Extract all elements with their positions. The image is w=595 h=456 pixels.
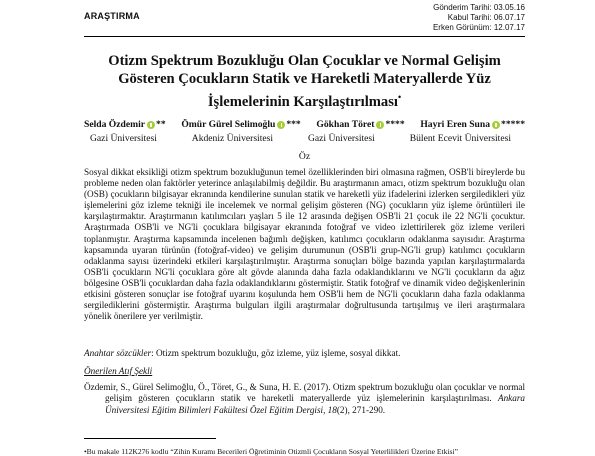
footnote: •Bu makale 112K276 kodlu “Zihin Kuramı Becerileri Öğretiminin Otizmli Çocukların Sosyal Yeterlilikleri Üzerine Etkisi” xyxy=(84,447,458,456)
header-divider xyxy=(84,36,525,37)
affiliation-list xyxy=(84,133,525,144)
citation-text: Özdemir, S., Gürel Selimoğlu, Ö., Töret, G., & Suna, H. E. (2017). Otizm spektrum bozukluğu olan çocuklar ve normal gelişim gösteren çocukların statik ve hareketli materyallerde yüz işlemelerinin karşılaştırılması. Ankara Üniversitesi Eğitim Bilimleri Fakültesi Özel Eğitim Dergisi, 18(2), 271-290. xyxy=(84,382,525,415)
paper-title xyxy=(84,52,525,111)
title-footnote-mark: • xyxy=(397,92,402,102)
orcid-icon[interactable] xyxy=(147,121,155,129)
citation-journal: Ankara Üniversitesi Eğitim Bilimleri Fakültesi Özel Eğitim Dergisi, 18 xyxy=(105,393,525,415)
title-line: İşlemelerinin Karşılaştırılması xyxy=(207,93,398,110)
author: Hayri Eren Suna ***** xyxy=(420,119,525,130)
keywords-label: Anahtar sözcükler xyxy=(84,348,152,358)
section-label: ARAŞTIRMA xyxy=(84,11,140,21)
citation-heading: Önerilen Atıf Şekli xyxy=(84,366,153,376)
author-list xyxy=(84,119,525,130)
footnote-divider xyxy=(84,438,216,439)
author: Selda Özdemir ** xyxy=(84,119,166,130)
abstract-text: Sosyal dikkat eksikliği otizm spektrum bozukluğunun temel özelliklerinden biri olmasına rağmen, OSB'li bireylerde bu probleme neden olan faktörler yeterince anlaşılabilmiş değildir. Bu araştırmanın amacı, otizm spektrum bozukluğu olan (OSB) çocukların bilgisayar ekranında kendilerine sunulan statik ve hareketli yüz ifadelerini izlerken sergiledikleri yüz işlemelerini göz izleme tekniği ile incelemek ve normal gelişim gösteren (NG) çocukların yüz işleme örüntüleri ile karşılaştırmaktır. Araştırmanın katılımcıları yaşları 5 ile 12 arasında değişen OSB'li 21 çocuk ile 22 NG'li çocuktur. Araştırmada OSB'li ve NG'li çocuklara bilgisayar ekranında fotoğraf ve video izlettirilerek göz izleme verileri toplanmıştır. Araştırma kapsamında incelenen bağımlı değişken, katılımcı çocukların odaklanma sayısıdır. Araştırma kapsamında uyaran türünün (fotoğraf-video) ve gelişim durumunun (OSB'li grup-NG'li grup) katılımcı çocukların odaklanma sayısı üzerindeki etkileri karşılaştırılmıştır. Araştırma sonuçları bölge bazında yapılan karşılaştırmalarda OSB'li çocukların NG'li çocuklara göre alt gövde alanında daha fazla odaklandıklarını ve NG'li çocukların da ağız bölgesine OSB'li çocuklardan daha fazla odaklandıklarını göstermiştir. Statik fotoğraf ve dinamik video değişkenlerinin etkisini gösteren sonuçlar ise fotoğraf uyarını koşulunda hem OSB'li hem de NG'li çocukların daha fazla odaklanma sergilediklerini göstermiştir. Araştırma bulguları ilgili araştırmalar doğrultusunda tartışılmış ve ileri araştırmalara yönelik önerilere yer verilmiştir. xyxy=(84,167,525,322)
title-line: Gösteren Çocukların Statik ve Hareketli Materyallerde Yüz xyxy=(118,71,491,87)
title-line: Otizm Spektrum Bozukluğu Olan Çocuklar ve Normal Gelişim xyxy=(108,53,501,69)
submission-dates xyxy=(433,3,525,33)
orcid-icon[interactable] xyxy=(376,121,384,129)
author: Ömür Gürel Selimoğlu *** xyxy=(181,119,301,130)
affiliation: Gazi Üniversitesi xyxy=(90,133,157,144)
keywords: Anahtar sözcükler: Otizm spektrum bozukluğu, göz izleme, yüz işleme, sosyal dikkat. xyxy=(84,348,401,358)
orcid-icon[interactable] xyxy=(492,121,500,129)
affiliation: Bülent Ecevit Üniversitesi xyxy=(409,133,511,144)
affiliation: Akdeniz Üniversitesi xyxy=(191,133,274,144)
abstract-heading: Öz xyxy=(298,151,311,162)
keywords-text: Otizm spektrum bozukluğu, göz izleme, yüz işleme, sosyal dikkat. xyxy=(155,348,401,358)
submission-date: Gönderim Tarihi: 03.05.16 xyxy=(433,3,525,12)
acceptance-date: Kabul Tarihi: 06.07.17 xyxy=(447,13,525,22)
citation-issue: (2), 271-290. xyxy=(336,404,386,415)
early-view-date: Erken Görünüm: 12.07.17 xyxy=(432,23,525,32)
orcid-icon[interactable] xyxy=(277,121,285,129)
affiliation: Gazi Üniversitesi xyxy=(307,133,375,144)
author: Gökhan Töret **** xyxy=(316,119,405,130)
